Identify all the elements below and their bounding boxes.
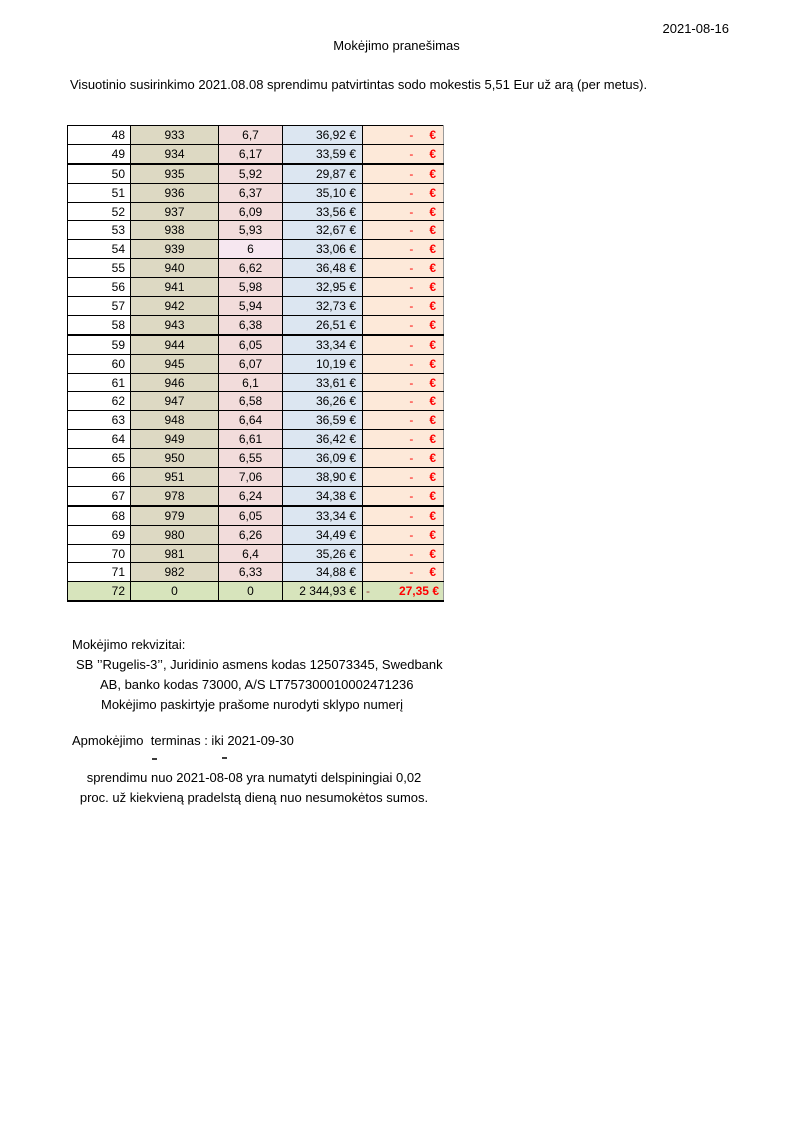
euro-symbol: € [429, 280, 436, 295]
cell-area: 6,07 [219, 354, 283, 373]
euro-symbol: € [429, 242, 436, 257]
cell-debt [363, 164, 444, 183]
cell-row-number: 51 [68, 183, 131, 202]
penalty-line-1: sprendimu nuo 2021-08-08 yra numatyti delspiningiai 0,02 [86, 770, 422, 785]
debt-value [363, 147, 443, 161]
cell-row-number: 49 [68, 144, 131, 163]
cell-area: 7,06 [219, 468, 283, 487]
cell-area: 6,62 [219, 259, 283, 278]
euro-symbol: € [429, 317, 436, 332]
debt-dash: - [409, 127, 414, 142]
euro-symbol: € [429, 565, 436, 580]
euro-symbol: € [429, 432, 436, 447]
cell-plot-number: 982 [131, 563, 219, 582]
cell-row-number: 69 [68, 525, 131, 544]
euro-symbol: € [429, 127, 436, 142]
euro-symbol: € [429, 337, 436, 352]
table-row [68, 354, 444, 373]
euro-symbol: € [429, 546, 436, 561]
cell-area: 6,55 [219, 449, 283, 468]
debt-dash: - [409, 546, 414, 561]
cell-row-number: 67 [68, 486, 131, 505]
cell-area: 5,98 [219, 278, 283, 297]
cell-row-number: 64 [68, 430, 131, 449]
cell-plot-number: 942 [131, 297, 219, 316]
table-row [68, 315, 444, 334]
cell-row-number: 58 [68, 315, 131, 334]
cell-amount-due: 32,67 € [283, 221, 363, 240]
debt-dash: - [409, 432, 414, 447]
debt-dash: - [409, 488, 414, 503]
cell-debt [363, 582, 444, 601]
cell-amount-due: 33,34 € [283, 335, 363, 354]
debt-dash: - [409, 242, 414, 257]
clipped-text-artifact [222, 757, 227, 759]
debt-dash: - [409, 337, 414, 352]
cell-debt [363, 315, 444, 334]
euro-symbol: € [429, 375, 436, 390]
table-row [68, 297, 444, 316]
euro-symbol: € [429, 527, 436, 542]
debt-dash: - [409, 204, 414, 219]
cell-amount-due: 32,95 € [283, 278, 363, 297]
table-row [68, 486, 444, 505]
cell-area: 6,4 [219, 544, 283, 563]
table-row [68, 221, 444, 240]
cell-area: 5,94 [219, 297, 283, 316]
cell-row-number: 70 [68, 544, 131, 563]
cell-area: 6,64 [219, 411, 283, 430]
cell-plot-number: 951 [131, 468, 219, 487]
payment-table [67, 125, 444, 602]
cell-area: 6,38 [219, 315, 283, 334]
debt-dash: - [409, 375, 414, 390]
debt-dash: - [409, 280, 414, 295]
cell-plot-number: 944 [131, 335, 219, 354]
cell-amount-due: 36,42 € [283, 430, 363, 449]
cell-plot-number: 946 [131, 373, 219, 392]
cell-debt [363, 544, 444, 563]
cell-debt [363, 278, 444, 297]
cell-debt [363, 506, 444, 525]
cell-plot-number: 934 [131, 144, 219, 163]
cell-amount-due: 33,61 € [283, 373, 363, 392]
cell-plot-number: 0 [131, 582, 219, 601]
cell-area: 6,7 [219, 126, 283, 145]
cell-row-number: 54 [68, 240, 131, 259]
cell-amount-due: 26,51 € [283, 315, 363, 334]
table-row [68, 563, 444, 582]
euro-symbol: € [429, 223, 436, 238]
cell-row-number: 66 [68, 468, 131, 487]
cell-debt [363, 411, 444, 430]
cell-plot-number: 933 [131, 126, 219, 145]
cell-plot-number: 981 [131, 544, 219, 563]
cell-amount-due: 33,56 € [283, 202, 363, 221]
euro-symbol: € [429, 356, 436, 371]
cell-amount-due: 29,87 € [283, 164, 363, 183]
debt-value [363, 186, 443, 200]
cell-plot-number: 948 [131, 411, 219, 430]
cell-amount-due: 34,38 € [283, 486, 363, 505]
euro-symbol: € [429, 146, 436, 161]
cell-debt [363, 468, 444, 487]
requisites-title: Mokėjimo rekvizitai: [72, 637, 186, 652]
cell-plot-number: 938 [131, 221, 219, 240]
cell-debt [363, 126, 444, 145]
table-row [68, 544, 444, 563]
cell-area: 5,92 [219, 164, 283, 183]
cell-plot-number: 979 [131, 506, 219, 525]
cell-debt [363, 240, 444, 259]
cell-plot-number: 939 [131, 240, 219, 259]
cell-plot-number: 980 [131, 525, 219, 544]
cell-area: 6 [219, 240, 283, 259]
table-row [68, 202, 444, 221]
cell-area: 6,17 [219, 144, 283, 163]
cell-plot-number: 935 [131, 164, 219, 183]
intro-paragraph: Visuotinio susirinkimo 2021.08.08 sprendimu patvirtintas sodo mokestis 5,51 Eur už arą (per metus). [70, 77, 648, 92]
cell-amount-due: 34,49 € [283, 525, 363, 544]
debt-value [363, 376, 443, 390]
cell-amount-due: 35,10 € [283, 183, 363, 202]
euro-symbol: € [429, 298, 436, 313]
debt-dash: - [409, 146, 414, 161]
debt-dash: - [409, 394, 414, 409]
table-row [68, 506, 444, 525]
table-total-row [68, 582, 444, 601]
cell-plot-number: 936 [131, 183, 219, 202]
cell-row-number: 52 [68, 202, 131, 221]
table-row [68, 468, 444, 487]
cell-area: 6,05 [219, 506, 283, 525]
debt-value [363, 509, 443, 523]
debt-value [363, 280, 443, 294]
cell-area: 6,05 [219, 335, 283, 354]
debt-dash: - [409, 185, 414, 200]
table-row [68, 392, 444, 411]
cell-row-number: 71 [68, 563, 131, 582]
euro-symbol: € [429, 204, 436, 219]
table-row [68, 411, 444, 430]
cell-row-number: 63 [68, 411, 131, 430]
debt-dash: - [409, 166, 414, 181]
cell-amount-due: 10,19 € [283, 354, 363, 373]
table-row [68, 525, 444, 544]
cell-row-number: 53 [68, 221, 131, 240]
debt-value [363, 584, 443, 598]
table-row [68, 449, 444, 468]
debt-value [363, 432, 443, 446]
table-row [68, 164, 444, 183]
debt-value [363, 394, 443, 408]
debt-dash: - [409, 356, 414, 371]
cell-row-number: 59 [68, 335, 131, 354]
cell-row-number: 48 [68, 126, 131, 145]
cell-row-number: 68 [68, 506, 131, 525]
euro-symbol: € [429, 394, 436, 409]
debt-value [363, 547, 443, 561]
table-row [68, 373, 444, 392]
cell-debt [363, 449, 444, 468]
cell-plot-number: 950 [131, 449, 219, 468]
debt-value [363, 357, 443, 371]
cell-debt [363, 486, 444, 505]
cell-amount-due: 36,26 € [283, 392, 363, 411]
cell-debt [363, 354, 444, 373]
cell-debt [363, 259, 444, 278]
table-row [68, 183, 444, 202]
debt-value [363, 451, 443, 465]
cell-row-number: 57 [68, 297, 131, 316]
debt-value [363, 242, 443, 256]
cell-area: 6,33 [219, 563, 283, 582]
cell-debt [363, 297, 444, 316]
cell-area: 0 [219, 582, 283, 601]
debt-value [363, 205, 443, 219]
cell-row-number: 50 [68, 164, 131, 183]
debt-dash: - [409, 298, 414, 313]
cell-row-number: 62 [68, 392, 131, 411]
cell-debt [363, 525, 444, 544]
cell-area: 6,26 [219, 525, 283, 544]
debt-dash: - [409, 565, 414, 580]
penalty-note [58, 768, 450, 808]
debt-value [363, 413, 443, 427]
cell-debt [363, 144, 444, 163]
debt-value [363, 565, 443, 579]
debt-dash: - [366, 584, 370, 599]
debt-dash: - [409, 508, 414, 523]
cell-debt [363, 563, 444, 582]
cell-amount-due: 38,90 € [283, 468, 363, 487]
cell-amount-due: 36,59 € [283, 411, 363, 430]
debt-dash: - [409, 527, 414, 542]
cell-row-number: 72 [68, 582, 131, 601]
debt-total-amount: 27,35 € [398, 584, 439, 599]
requisites-line-2: AB, banko kodas 73000, A/S LT757300010002471236 [100, 677, 414, 692]
cell-row-number: 65 [68, 449, 131, 468]
euro-symbol: € [429, 185, 436, 200]
euro-symbol: € [429, 413, 436, 428]
euro-symbol: € [429, 261, 436, 276]
clipped-text-artifact [152, 758, 157, 760]
debt-value [363, 299, 443, 313]
table-row [68, 240, 444, 259]
cell-plot-number: 945 [131, 354, 219, 373]
payment-deadline: Apmokėjimo terminas : iki 2021-09-30 [72, 733, 294, 748]
document-date: 2021-08-16 [662, 21, 729, 36]
cell-row-number: 60 [68, 354, 131, 373]
requisites-line-3: Mokėjimo paskirtyje prašome nurodyti sklypo numerį [101, 697, 404, 712]
cell-amount-due: 33,06 € [283, 240, 363, 259]
cell-row-number: 56 [68, 278, 131, 297]
penalty-line-2: proc. už kiekvieną pradelstą dieną nuo nesumokėtos sumos. [79, 790, 429, 805]
table-row [68, 126, 444, 145]
cell-amount-due: 36,48 € [283, 259, 363, 278]
debt-value [363, 338, 443, 352]
cell-area: 6,37 [219, 183, 283, 202]
cell-plot-number: 941 [131, 278, 219, 297]
cell-amount-due: 36,09 € [283, 449, 363, 468]
cell-amount-due: 33,59 € [283, 144, 363, 163]
table-row [68, 144, 444, 163]
debt-dash: - [409, 317, 414, 332]
cell-plot-number: 947 [131, 392, 219, 411]
cell-row-number: 55 [68, 259, 131, 278]
debt-value [363, 470, 443, 484]
cell-amount-due: 2 344,93 € [283, 582, 363, 601]
debt-value [363, 528, 443, 542]
euro-symbol: € [429, 166, 436, 181]
cell-area: 6,1 [219, 373, 283, 392]
cell-debt [363, 373, 444, 392]
cell-debt [363, 430, 444, 449]
debt-dash: - [409, 261, 414, 276]
cell-area: 6,24 [219, 486, 283, 505]
debt-dash: - [409, 223, 414, 238]
cell-debt [363, 183, 444, 202]
requisites-line-1: SB ’’Rugelis-3’’, Juridinio asmens kodas 125073345, Swedbank [76, 657, 443, 672]
table-row [68, 259, 444, 278]
debt-value [363, 318, 443, 332]
cell-area: 6,58 [219, 392, 283, 411]
cell-debt [363, 392, 444, 411]
euro-symbol: € [429, 451, 436, 466]
table-row [68, 335, 444, 354]
cell-plot-number: 943 [131, 315, 219, 334]
debt-dash: - [409, 413, 414, 428]
cell-plot-number: 978 [131, 486, 219, 505]
euro-symbol: € [429, 488, 436, 503]
cell-area: 6,09 [219, 202, 283, 221]
debt-dash: - [409, 469, 414, 484]
page-title: Mokėjimo pranešimas [333, 38, 460, 53]
debt-value [363, 489, 443, 503]
euro-symbol: € [429, 508, 436, 523]
cell-plot-number: 937 [131, 202, 219, 221]
table-row [68, 278, 444, 297]
cell-amount-due: 33,34 € [283, 506, 363, 525]
debt-value [363, 167, 443, 181]
cell-amount-due: 34,88 € [283, 563, 363, 582]
debt-value [363, 128, 443, 142]
cell-area: 5,93 [219, 221, 283, 240]
cell-plot-number: 940 [131, 259, 219, 278]
table-row [68, 430, 444, 449]
cell-amount-due: 32,73 € [283, 297, 363, 316]
cell-debt [363, 335, 444, 354]
cell-amount-due: 35,26 € [283, 544, 363, 563]
euro-symbol: € [429, 469, 436, 484]
debt-value [363, 261, 443, 275]
cell-debt [363, 221, 444, 240]
cell-area: 6,61 [219, 430, 283, 449]
cell-row-number: 61 [68, 373, 131, 392]
cell-plot-number: 949 [131, 430, 219, 449]
debt-dash: - [409, 451, 414, 466]
debt-value [363, 223, 443, 237]
cell-amount-due: 36,92 € [283, 126, 363, 145]
cell-debt [363, 202, 444, 221]
